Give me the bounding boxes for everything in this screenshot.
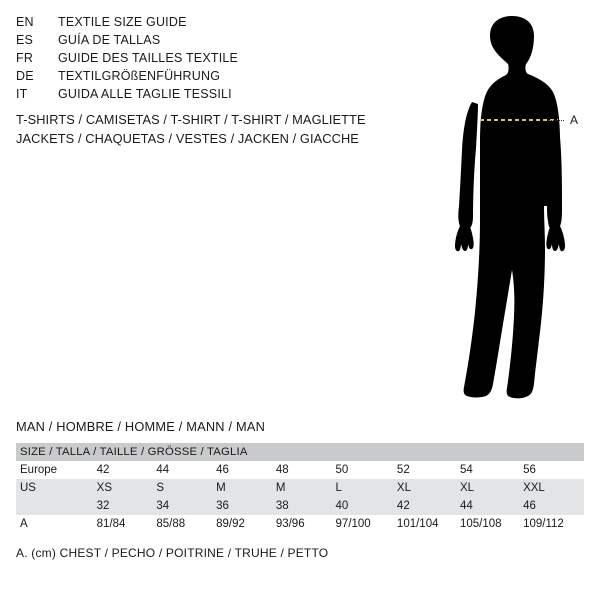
- table-cell: 109/112: [521, 515, 584, 533]
- table-row: [16, 515, 584, 533]
- legend-language-text: TEXTILGRÖßENFÜHRUNG: [58, 69, 221, 83]
- legend-language-code: IT: [16, 87, 28, 101]
- table-cell: 44: [154, 461, 214, 479]
- table-cell: 52: [395, 461, 458, 479]
- table-cell: 42: [95, 461, 155, 479]
- legend-row: [16, 15, 376, 33]
- legend-language-code: EN: [16, 15, 34, 29]
- table-cell: XS: [95, 479, 155, 497]
- table-cell: 46: [214, 461, 274, 479]
- table-cell: 97/100: [334, 515, 395, 533]
- measure-leader-line: [548, 120, 564, 121]
- legend-language-code: ES: [16, 33, 34, 47]
- size-table: [16, 443, 584, 533]
- table-cell: 50: [334, 461, 395, 479]
- table-cell: 42: [395, 497, 458, 515]
- table-row: [16, 479, 584, 497]
- garment-type-list: [16, 110, 436, 148]
- table-cell: 101/104: [395, 515, 458, 533]
- table-cell: 89/92: [214, 515, 274, 533]
- table-header-label: SIZE / TALLA / TAILLE / GRÖSSE / TAGLIA: [16, 443, 584, 461]
- garment-type-jackets: JACKETS / CHAQUETAS / VESTES / JACKEN / GIACCHE: [16, 131, 359, 146]
- table-cell: 54: [458, 461, 521, 479]
- table-cell: 56: [521, 461, 584, 479]
- legend-language-text: GUIDA ALLE TAGLIE TESSILI: [58, 87, 232, 101]
- legend-language-code: DE: [16, 69, 34, 83]
- table-cell: 34: [154, 497, 214, 515]
- legend-row: [16, 33, 376, 51]
- male-silhouette-icon: [398, 10, 598, 405]
- table-row: [16, 461, 584, 479]
- table-cell: XXL: [521, 479, 584, 497]
- row-label: [16, 497, 95, 515]
- table-cell: 85/88: [154, 515, 214, 533]
- male-figure-illustration: [398, 10, 598, 405]
- table-cell: 48: [274, 461, 334, 479]
- table-cell: M: [214, 479, 274, 497]
- table-cell: L: [334, 479, 395, 497]
- table-cell: 38: [274, 497, 334, 515]
- table-cell: 32: [95, 497, 155, 515]
- table-cell: XL: [458, 479, 521, 497]
- table-cell: 40: [334, 497, 395, 515]
- table-cell: 81/84: [95, 515, 155, 533]
- language-legend: [16, 15, 376, 105]
- table-row: [16, 497, 584, 515]
- section-title: MAN / HOMBRE / HOMME / MANN / MAN: [16, 419, 266, 434]
- chest-measure-label: A: [570, 113, 579, 127]
- row-label: A: [16, 515, 95, 533]
- table-cell: 93/96: [274, 515, 334, 533]
- table-cell: M: [274, 479, 334, 497]
- legend-language-code: FR: [16, 51, 34, 65]
- row-label: Europe: [16, 461, 95, 479]
- measurement-footnote: A. (cm) CHEST / PECHO / POITRINE / TRUHE / PETTO: [16, 546, 329, 560]
- legend-language-text: GUÍA DE TALLAS: [58, 33, 161, 47]
- table-cell: S: [154, 479, 214, 497]
- garment-type-tshirts: T-SHIRTS / CAMISETAS / T-SHIRT / T-SHIRT / MAGLIETTE: [16, 112, 366, 127]
- table-cell: 105/108: [458, 515, 521, 533]
- table-header-row: [16, 443, 584, 461]
- table-cell: 44: [458, 497, 521, 515]
- legend-row: [16, 51, 376, 69]
- table-cell: 36: [214, 497, 274, 515]
- table-cell: XL: [395, 479, 458, 497]
- legend-row: [16, 87, 376, 105]
- table-cell: 46: [521, 497, 584, 515]
- legend-row: [16, 69, 376, 87]
- legend-language-text: TEXTILE SIZE GUIDE: [58, 15, 187, 29]
- legend-language-text: GUIDE DES TAILLES TEXTILE: [58, 51, 239, 65]
- row-label: US: [16, 479, 95, 497]
